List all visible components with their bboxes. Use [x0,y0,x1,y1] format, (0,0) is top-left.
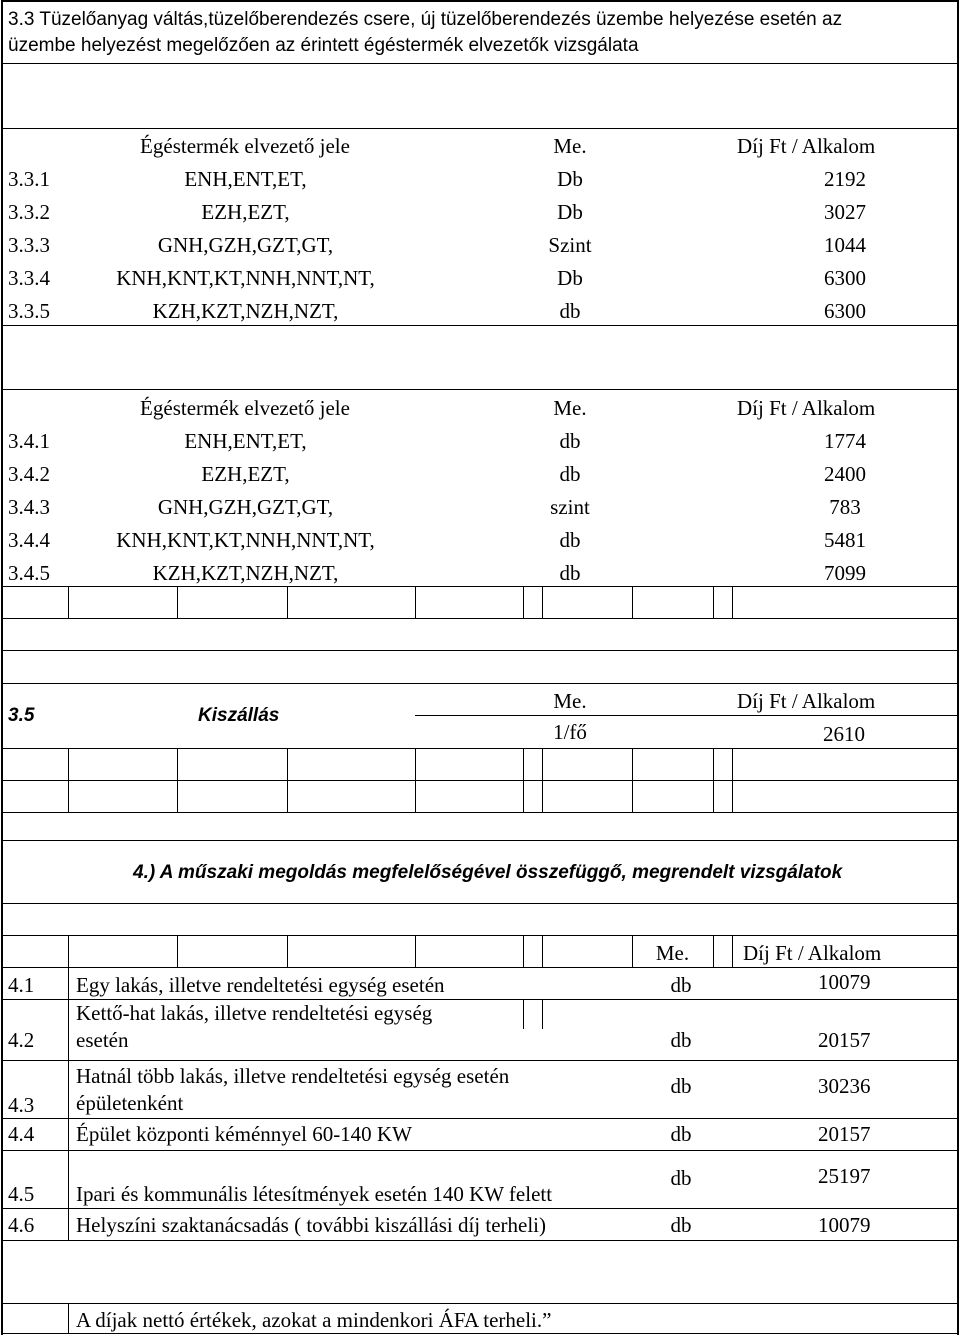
cell-divider [542,999,543,1029]
row-fee: 6300 [824,299,866,323]
rule [1,650,959,651]
row-code: 3.3.3 [8,233,50,257]
row-unit: Db [557,167,583,191]
cell-divider [415,586,416,618]
row-fee: 1774 [824,429,866,453]
cell-divider [632,586,633,618]
cell-divider [542,586,543,618]
row-unit: db [559,462,581,486]
cell-divider [713,748,714,812]
row-4-1-code: 4.1 [8,973,35,997]
row-unit: Db [557,200,583,224]
row-4-3-desc-line1: Hatnál több lakás, illetve rendeltetési egység esetén [76,1064,510,1088]
cell-divider [632,748,633,812]
row-unit: db [559,429,581,453]
section-4-title: 4.) A műszaki megoldás megfelelőségével összefüggő, megrendelt vizsgálatok [133,862,843,883]
cell-divider [732,935,733,967]
row-4-2-unit: db [670,1028,692,1052]
rule [1,128,959,129]
row-4-1-unit: db [670,973,692,997]
rule [1,1208,959,1209]
cell-divider [287,586,288,618]
rule [1,1060,959,1061]
row-fee: 2192 [824,167,866,191]
rule [1,903,959,904]
rule [1,812,959,813]
cell-divider [732,748,733,812]
row-4-1-desc: Egy lakás, illetve rendeltetési egység esetén [76,973,445,997]
row-unit: db [559,528,581,552]
col-header-name: Égéstermék elvezető jele [140,396,350,420]
row-4-6-unit: db [670,1213,692,1237]
kiszallas-fee: 2610 [823,722,865,746]
row-code: 3.3.2 [8,200,50,224]
row-4-2-code: 4.2 [8,1028,35,1052]
rule [1,1240,959,1241]
row-name: KNH,KNT,KT,NNH,NNT,NT, [116,266,375,290]
border-left [1,0,3,1335]
row-code: 3.3.4 [8,266,50,290]
row-fee: 2400 [824,462,866,486]
row-4-2-fee: 20157 [818,1028,871,1052]
row-4-4-code: 4.4 [8,1122,35,1146]
cell-divider [68,935,69,967]
row-name: GNH,GZH,GZT,GT, [157,233,334,257]
row-4-3-code: 4.3 [8,1093,35,1117]
row-unit: Db [557,266,583,290]
rule [1,63,959,64]
border-top [1,0,959,2]
col-header-fee: Díj Ft / Alkalom [737,689,876,713]
kiszallas-unit: 1/fő [553,720,587,744]
row-4-5-code: 4.5 [8,1182,35,1206]
cell-divider [287,935,288,967]
section-title-line2: üzembe helyezést megelőzően az érintett égéstermék elvezetők vizsgálata [8,35,639,56]
row-unit: db [559,299,581,323]
cell-divider [523,586,524,618]
footnote: A díjak nettó értékek, azokat a mindenkori ÁFA terheli.” [76,1308,552,1332]
row-name: ENH,ENT,ET, [184,429,307,453]
row-code: 3.4.1 [8,429,50,453]
cell-divider [177,935,178,967]
col-header-unit: Me. [553,134,587,158]
rule [1,935,959,936]
rule [1,1118,959,1119]
col-header-fee: Díj Ft / Alkalom [737,134,876,158]
cell-divider [713,935,714,967]
row-fee: 7099 [824,561,866,585]
cell-divider [415,935,416,967]
col-header-name: Égéstermék elvezető jele [140,134,350,158]
row-code: 3.3.5 [8,299,50,323]
cell-divider [523,748,524,812]
row-4-6-desc: Helyszíni szaktanácsadás ( további kiszállási díj terheli) [76,1213,547,1237]
row-4-6-code: 4.6 [8,1213,35,1237]
rule [415,715,959,716]
row-code: 3.3.1 [8,167,50,191]
row-4-1-fee: 10079 [818,970,871,994]
cell-divider [732,586,733,618]
row-name: EZH,EZT, [201,462,290,486]
row-name: KZH,KZT,NZH,NZT, [152,299,339,323]
cell-divider [68,748,69,812]
row-4-5-desc: Ipari és kommunális létesítmények esetén 140 KW felett [76,1182,553,1206]
rule [1,999,959,1000]
row-unit: db [559,561,581,585]
rule [1,967,959,968]
row-code: 3.4.4 [8,528,50,552]
cell-divider [177,748,178,812]
row-code: 3.4.2 [8,462,50,486]
cell-divider [68,1303,69,1334]
row-fee: 5481 [824,528,866,552]
rule [1,780,959,781]
rule [1,1303,959,1304]
row-4-3-unit: db [670,1074,692,1098]
col-header-unit: Me. [655,941,690,965]
row-name: KZH,KZT,NZH,NZT, [152,561,339,585]
row-4-4-unit: db [670,1122,692,1146]
rule [1,840,959,841]
cell-divider [542,935,543,967]
section-title-line1: 3.3 Tüzelőanyag váltás,tüzelőberendezés csere, új tüzelőberendezés üzembe helyezése esetén az [8,9,843,30]
rule [1,1333,959,1334]
rule [1,389,959,390]
row-fee: 783 [829,495,861,519]
rule [1,325,959,326]
row-4-4-desc: Épület központi kéménnyel 60-140 KW [76,1122,412,1146]
rule [1,586,959,587]
cell-divider [542,748,543,812]
cell-divider [415,748,416,812]
cell-divider [523,935,524,967]
border-right [957,0,959,1335]
row-4-5-fee: 25197 [818,1164,871,1188]
section-3-5-code: 3.5 [8,705,35,726]
row-4-4-fee: 20157 [818,1122,871,1146]
row-4-5-unit: db [670,1166,692,1190]
cell-divider [177,586,178,618]
row-4-3-desc-line2: épületenként [76,1091,184,1115]
section-3-5-title: Kiszállás [198,705,280,726]
row-4-2-desc-line2: esetén [76,1028,129,1052]
cell-divider [68,967,69,1240]
row-4-6-fee: 10079 [818,1213,871,1237]
row-4-3-fee: 30236 [818,1074,871,1098]
cell-divider [713,586,714,618]
col-header-unit: Me. [553,689,587,713]
row-fee: 3027 [824,200,866,224]
col-header-fee: Díj Ft / Alkalom [737,396,876,420]
cell-divider [523,999,524,1029]
row-name: GNH,GZH,GZT,GT, [157,495,334,519]
col-header-unit: Me. [553,396,587,420]
rule [1,618,959,619]
row-unit: Szint [548,233,592,257]
row-name: ENH,ENT,ET, [184,167,307,191]
row-name: EZH,EZT, [201,200,290,224]
row-unit: szint [550,495,590,519]
rule [1,748,959,749]
row-fee: 1044 [824,233,866,257]
rule [1,1150,959,1151]
row-fee: 6300 [824,266,866,290]
row-code: 3.4.3 [8,495,50,519]
row-4-2-desc-line1: Kettő-hat lakás, illetve rendeltetési egység [76,1001,433,1025]
cell-divider [68,586,69,618]
rule [1,683,959,684]
row-name: KNH,KNT,KT,NNH,NNT,NT, [116,528,375,552]
row-code: 3.4.5 [8,561,50,585]
col-header-fee: Díj Ft / Alkalom [743,941,882,965]
cell-divider [287,748,288,812]
